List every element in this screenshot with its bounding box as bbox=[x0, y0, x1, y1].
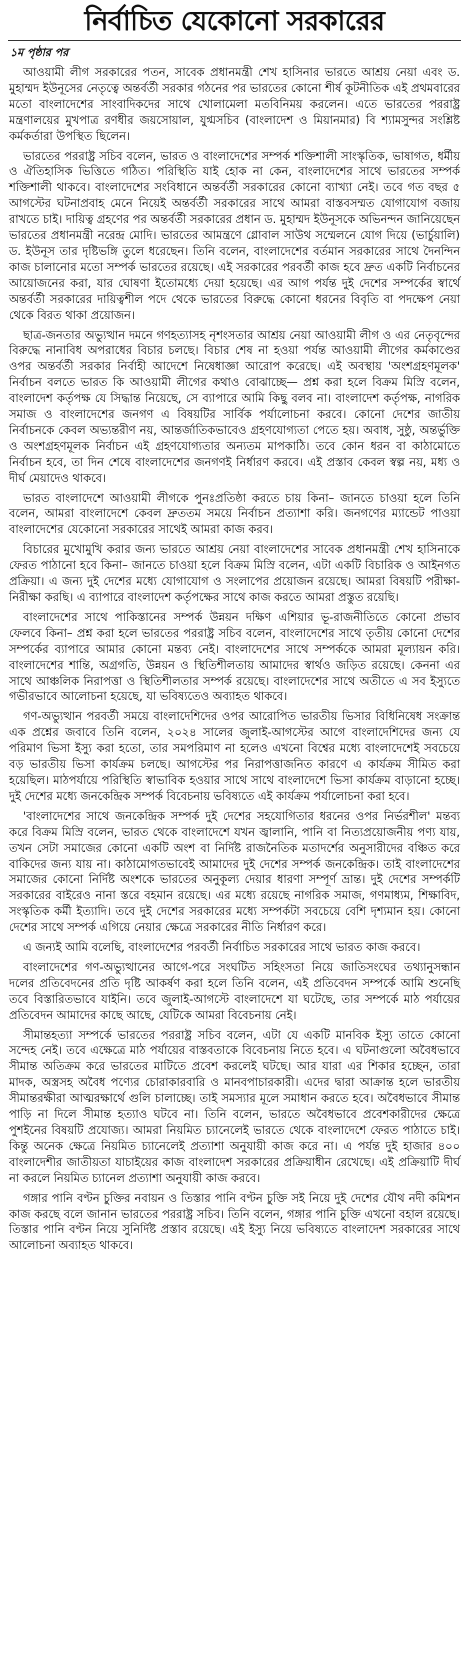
continued-from-label: ১ম পৃষ্ঠার পর bbox=[10, 46, 69, 59]
headline-divider bbox=[8, 40, 461, 41]
paragraph: এ জন্যই আমি বলেছি, বাংলাদেশের পরবর্তী নির্বাচিত সরকারের সাথে ভারত কাজ করবে। bbox=[23, 940, 421, 955]
paragraph: গণ-অভ্যুত্থান পরবর্তী সময়ে বাংলাদেশিদের ওপর আরোপিত ভারতীয় ভিসার বিধিনিষেধ সংক্রান্ত এক প্রশ্নের জবাবে তিনি বলেন, ২০২৪ সালের জুলাই-আগস্টের আগে বাংলাদেশিদের জন্য যে পরিমাণ ভিসা ইস্যু করা হতো, তার সমপরিমাণ না হলেও এখনো বিশ্বের মধ্যে বাংলাদেশেই সবচেয়ে বড় ভারতীয় ভিসা কার্যক্রম চলছে। আগস্টের পর নিরাপত্তাজনিত কারণে এ কার্যক্রম সীমিত করা হয়েছিল। মাঠপর্যায়ে পরিস্থিতি স্বাভাবিক হওয়ার সাথে সাথে বাংলাদেশে ভিসা কার্যক্রম বাড়ানো হচ্ছে। দুই দেশের মধ্যে জনকেন্দ্রিক সম্পর্ক বিবেচনায় ভবিষ্যতে এই কার্যক্রম পর্যালোচনা করা হবে। bbox=[9, 709, 460, 803]
paragraph: ছাত্র-জনতার অভ্যুত্থান দমনে গণহত্যাসহ নৃশংসতার আশ্রয় নেয়া আওয়ামী লীগ ও এর নেতৃবৃন্দের বিরুদ্ধে নানাবিধ অপরাধের বিচার চলছে। বিচার শেষ না হওয়া পর্যন্ত আওয়ামী লীগের কর্মকাণ্ডের ওপর অন্তর্বর্তী সরকার নির্বাহী আদেশে নিষেধাজ্ঞা আরোপ করেছে। এই অবস্থায় 'অংশগ্রহণমূলক' নির্বাচন বলতে ভারত কি আওয়ামী লীগের কথাও বোঝাচ্ছে— প্রশ্ন করা হলে বিক্রম মিস্রি বলেন, বাংলাদেশ কর্তৃপক্ষ যে সিদ্ধান্ত নিয়েছে, সে ব্যাপারে আমি কিছু বলব না। বাংলাদেশ কর্তৃপক্ষ, নাগরিক সমাজ ও বাংলাদেশের জনগণ এ বিষয়টির সার্বিক পর্যালোচনা করবে। কোনো দেশের জাতীয় নির্বাচনকে কেবল অভ্যন্তরীণ নয়, আন্তর্জাতিকভাবেও গ্রহণযোগ্যতা পেতে হয়। অবাধ, সুষ্ঠু, অন্তর্ভুক্তি ও অংশগ্রহণমূলক নির্বাচন এই গ্রহণযোগ্যতার অন্যতম মাপকাঠি। তবে কোন ধরন বা কাঠামোতে নির্বাচন হবে, তা দিন শেষে বাংলাদেশের জনগণই নির্ধারণ করবে। এই প্রস্তাব কেবল স্বল্প নয়, মধ্য ও দীর্ঘ মেয়াদেও থাকবে। bbox=[9, 327, 460, 485]
paragraph: ভারত বাংলাদেশে আওয়ামী লীগকে পুনঃপ্রতিষ্ঠা করতে চায় কিনা– জানতে চাওয়া হলে তিনি বলেন, আমরা বাংলাদেশে কেবল দ্রুততম সময়ে নির্বাচন প্রত্যাশা করি। জনগণের ম্যান্ডেট পাওয়া বাংলাদেশের যেকোনো সরকারের সাথেই আমরা কাজ করব। bbox=[9, 490, 460, 537]
headline: নির্বাচিত যেকোনো সরকারের bbox=[84, 6, 385, 37]
paragraph: 'বাংলাদেশের সাথে জনকেন্দ্রিক সম্পর্ক দুই দেশের সহযোগিতার ধরনের ওপর নির্ভরশীল' মন্তব্য করে বিক্রম মিস্রি বলেন, ভারত থেকে বাংলাদেশে যখন জ্বালানি, পানি বা নিত্যপ্রয়োজনীয় পণ্য যায়, তখন সেটা সমাজের কোনো একটি অংশ বা নির্দিষ্ট রাজনৈতিক মতাদর্শের অনুসারীদের বঞ্চিত করে বাকিদের জন্য যায় না। কাঠামোগতভাবেই আমাদের দুই দেশের সম্পর্ক জনকেন্দ্রিক। তাই বাংলাদেশের সমাজের কোনো নির্দিষ্ট অংশকে ভারতের অনুকূল্য দেয়ার ধারণা সম্পূর্ণ ভ্রান্ত। দুই দেশের সম্পর্কটি সরকারের বাইরেও নানা স্তরে বহমান রয়েছে। এর মধ্যে রয়েছে নাগরিক সমাজ, গণমাধ্যম, শিক্ষাবিদ, সংস্কৃতিক কর্মী ইত্যাদি। তবে দুই দেশের সরকারের মধ্যে সম্পর্কটা সবচেয়ে বেশি দৃশ্যমান হয়। কোনো দেশের সাথে সম্পর্ক এগিয়ে নেয়ার ক্ষেত্রে সরকারের নীতি নির্ধারণ করে। bbox=[9, 808, 460, 935]
article-body bbox=[0, 65, 469, 1254]
paragraph: বাংলাদেশের গণ-অভ্যুত্থানের আগে-পরে সংঘটিত সহিংসতা নিয়ে জাতিসংঘের তথ্যানুসন্ধান দলের প্রতিবেদনের প্রতি দৃষ্টি আকর্ষণ করা হলে তিনি বলেন, এই প্রতিবেদন সম্পর্কে আমি শুনেছি তবে বিস্তারিতভাবে যাইনি। তবে জুলাই-আগস্টে বাংলাদেশে যা ঘটেছে, তার সম্পর্কে মাঠ পর্যায়ের প্রতিবেদন আমাদের কাছে আছে, যেটিকে আমরা বিবেচনায় নেই। bbox=[9, 959, 460, 1022]
paragraph: বিচারের মুখোমুখি করার জন্য ভারতে আশ্রয় নেয়া বাংলাদেশের সাবেক প্রধানমন্ত্রী শেখ হাসিনাকে ফেরত পাঠানো হবে কিনা– জানতে চাওয়া হলে বিক্রম মিস্রি বলেন, এটা একটি বিচারিক ও আইনগত প্রক্রিয়া। এ জন্য দুই দেশের মধ্যে যোগাযোগ ও সংলাপের প্রয়োজন রয়েছে। আমরা বিষয়টি পরীক্ষা-নিরীক্ষা করছি। এ ব্যাপারে বাংলাদেশ কর্তৃপক্ষের সাথে কাজ করতে আমরা প্রস্তুত রয়েছি। bbox=[9, 542, 460, 604]
paragraph: বাংলাদেশের সাথে পাকিস্তানের সম্পর্ক উন্নয়ন দক্ষিণ এশিয়ার ভূ-রাজনীতিতে কোনো প্রভাব ফেলবে কিনা– প্রশ্ন করা হলে ভারতের পররাষ্ট্র সচিব বলেন, বাংলাদেশের সাথে তৃতীয় কোনো দেশের সম্পর্কের ব্যাপারে আমার কোনো মন্তব্য নেই। বাংলাদেশের সাথে সম্পর্ককে আমরা মূল্যায়ন করি। বাংলাদেশের শান্তি, অগ্রগতি, উন্নয়ন ও স্থিতিশীলতায় আমাদের স্বার্থও জড়িত রয়েছে। কেননা এর সাথে আঞ্চলিক নিরাপত্তা ও স্থিতিশীলতার সম্পর্ক রয়েছে। বাংলাদেশের সাথে অতীতে এ সব ইস্যুতে গভীরভাবে আলোচনা হয়েছে, যা ভবিষ্যতেও অব্যাহত থাকবে। bbox=[9, 609, 460, 704]
paragraph: সীমান্তহত্যা সম্পর্কে ভারতের পররাষ্ট্র সচিব বলেন, এটা যে একটি মানবিক ইস্যু তাতে কোনো সন্দেহ নেই। তবে এক্ষেত্রে মাঠ পর্যায়ের বাস্তবতাকে বিবেচনায় নিতে হবে। এ ঘটনাগুলো অবৈধভাবে সীমান্ত অতিক্রম করে ভারতের মাটিতে প্রবেশ করলেই ঘটছে। আর যারা এর শিকার হচ্ছেন, তারা মাদক, অস্ত্রসহ অবৈধ পণ্যের চোরাকারবারি ও মানবপাচারকারী। এদের দ্বারা আক্রান্ত হলে ভারতীয় সীমান্তরক্ষীরা আত্মরক্ষার্থে গুলি চালাচ্ছে। তাই সমস্যার মূলে সমাধান করতে হবে। অবৈধভাবে সীমান্ত পাড়ি না দিলে সীমান্ত হত্যাও ঘটবে না। তিনি বলেন, ভারতে অবৈধভাবে প্রবেশকারীদের ক্ষেত্রে পুশইনের বিষয়টি প্রযোজ্য। আমরা নিয়মিত চ্যানেলেই ভারতে থেকে বাংলাদেশে ফেরত পাঠাতে চাই। কিন্তু অনেক ক্ষেত্রে নিয়মিত চ্যানেলেই প্রত্যাশা অনুযায়ী কাজ করে না। এ পর্যন্ত দুই হাজার ৪০০ বাংলাদেশীর জাতীয়তা যাচাইয়ের কাজ বাংলাদেশ সরকারের প্রক্রিয়াধীন রেখেছে। এই প্রক্রিয়াটি দীর্ঘ না করলে নিয়মিত চ্যানেল প্রত্যাশা অনুযায়ী কাজ করবে। bbox=[9, 1027, 460, 1185]
paragraph: আওয়ামী লীগ সরকারের পতন, সাবেক প্রধানমন্ত্রী শেখ হাসিনার ভারতে আশ্রয় নেয়া এবং ড. মুহাম্মদ ইউনূসের নেতৃত্বে অন্তর্বর্তী সরকার গঠনের পর ভারতের কোনো শীর্ষ কূটনীতিক এই প্রথমবারের মতো বাংলাদেশের সাংবাদিকদের সাথে খোলামেলা মতবিনিময় করলেন। এতে ভারতের পররাষ্ট্র মন্ত্রণালয়ের মুখপাত্র রণধীর জয়সোয়াল, যুগ্মসচিব (বাংলাদেশ ও মিয়ানমার) বি শ্যামসুন্দর সংশ্লিষ্ট কর্মকর্তারা উপস্থিত ছিলেন। bbox=[9, 65, 460, 143]
paragraph: গঙ্গার পানি বণ্টন চুক্তির নবায়ন ও তিস্তার পানি বণ্টন চুক্তি সই নিয়ে দুই দেশের যৌথ নদী কমিশন কাজ করছে বলে জানান ভারতের পররাষ্ট্র সচিব। তিনি বলেন, গঙ্গার পানি চুক্তি এখনো বহাল রয়েছে। তিস্তার পানি বণ্টন নিয়ে সুনির্দিষ্ট প্রস্তাব রয়েছে। এই ইস্যু নিয়ে ভবিষ্যতে বাংলাদেশ সরকারের সাথে আলোচনা অব্যাহত থাকবে। bbox=[9, 1190, 460, 1253]
paragraph: ভারতের পররাষ্ট্র সচিব বলেন, ভারত ও বাংলাদেশের সম্পর্ক শক্তিশালী সাংস্কৃতিক, ভাষাগত, ধর্মীয় ও ঐতিহাসিক ভিত্তিতে গঠিত। পরিস্থিতি যাই হোক না কেন, বাংলাদেশের সাথে ভারতের সম্পর্ক শক্তিশালী থাকবে। বাংলাদেশের সংবিধানে অন্তর্বর্তী সরকারের কোনো ব্যাখ্যা নেই। তবে গত বছর ৫ আগস্টের ঘটনাপ্রবাহ মেনে নিয়েই অন্তর্বর্তী সরকারের সাথে আমরা বাস্তবসম্মত যোগাযোগ বজায় রাখতে চাই। দায়িত্ব গ্রহণের পর অন্তর্বর্তী সরকারের প্রধান ড. মুহাম্মদ ইউনূসকে অভিনন্দন জানিয়েছেন ভারতের প্রধানমন্ত্রী নরেন্দ্র মোদি। ভারতের আমন্ত্রণে গ্লোবাল সাউথ সম্মেলনে যোগ দিয়ে (ভার্চুয়ালি) ড. ইউনূস তার দৃষ্টিভঙ্গি তুলে ধরেছেন। তিনি বলেন, বাংলাদেশের বর্তমান সরকারের সাথে দৈনন্দিন কাজ চালানোর মতো সম্পর্ক ভারতের রয়েছে। এই সরকারের পরবর্তী কাজ হবে দ্রুত একটি নির্বাচনের আয়োজনের করা, যার ঘোষণা ইতোমধ্যে দেয়া হয়েছে। এর আগ পর্যন্ত দুই দেশের সম্পর্কের স্বার্থে অন্তর্বর্তী সরকারের দায়িত্বশীল পদে থেকে ভারতের বিরুদ্ধে কোনো ধরনের বিবৃতি বা পদক্ষেপ নেয়া থেকে বিরত থাকা প্রয়োজন। bbox=[9, 148, 460, 322]
